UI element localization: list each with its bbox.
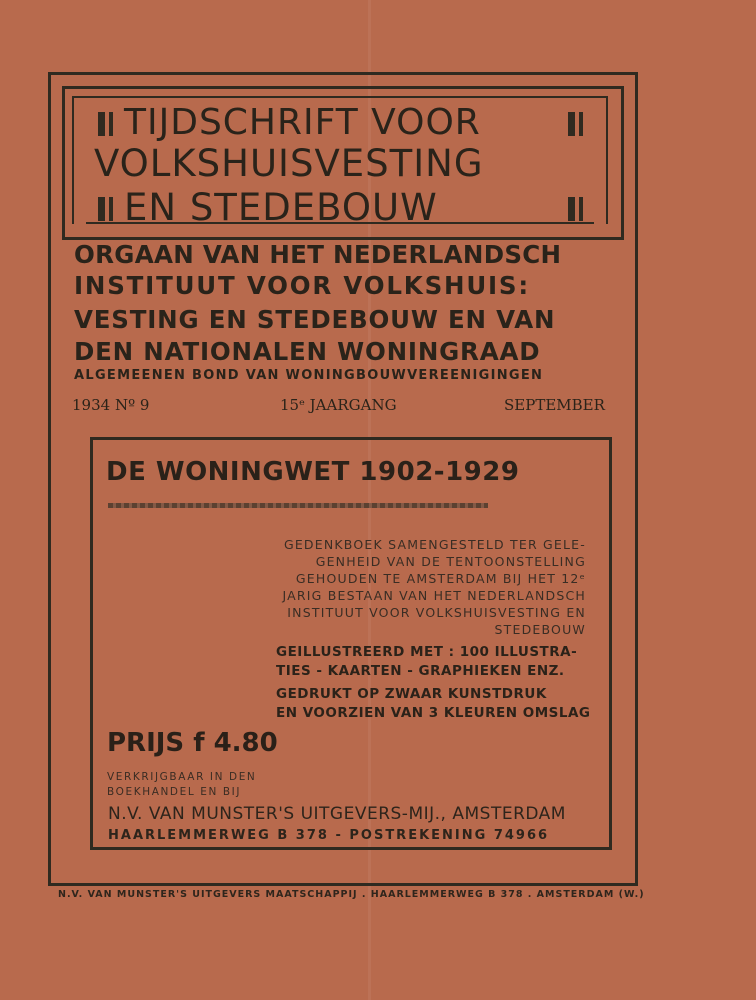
issue-number: 1934 Nº 9 — [72, 396, 150, 414]
price: PRIJS f 4.80 — [107, 728, 278, 758]
subtitle-line-1: ORGAAN VAN HET NEDERLANDSCH — [74, 240, 562, 269]
ad-description-line: INSTITUUT VOOR VOLKSHUISVESTING EN — [287, 605, 586, 620]
ad-illustrated-line: TIES - KAARTEN - GRAPHIEKEN ENZ. — [276, 663, 565, 679]
subtitle-line-3: VESTING EN STEDEBOUW EN VAN — [74, 305, 556, 334]
ad-title: DE WONINGWET 1902-1929 — [106, 457, 520, 487]
publisher: N.V. VAN MUNSTER'S UITGEVERS-MIJ., AMSTERDAM — [108, 804, 566, 824]
ornament-bar — [98, 112, 105, 136]
ornament-bar — [109, 112, 113, 136]
ad-description-line: GEDENKBOEK SAMENGESTELD TER GELE- — [283, 537, 586, 552]
title-line-1: TIJDSCHRIFT VOOR — [124, 102, 481, 143]
footer: N.V. VAN MUNSTER'S UITGEVERS MAATSCHAPPIJ . HAARLEMMERWEG B 378 . AMSTERDAM (W.) — [58, 889, 645, 900]
subtitle-line-5: ALGEMEENEN BOND VAN WONINGBOUWVEREENIGINGEN — [74, 368, 544, 383]
ornament-bar — [579, 197, 583, 221]
subtitle-line-4: DEN NATIONALEN WONINGRAAD — [74, 337, 541, 366]
availability-line: BOEKHANDEL EN BIJ — [107, 786, 242, 798]
title-underline — [108, 503, 488, 508]
ad-description-line: JARIG BESTAAN VAN HET NEDERLANDSCH — [282, 588, 586, 603]
frame-ornament — [72, 96, 608, 98]
ad-description-line: STEDEBOUW — [494, 622, 586, 637]
ad-illustrated-line: GEILLUSTREERD MET : 100 ILLUSTRA- — [276, 644, 578, 660]
ad-description-line: GEHOUDEN TE AMSTERDAM BIJ HET 12ᵉ — [295, 571, 586, 586]
issue-month: SEPTEMBER — [504, 396, 605, 414]
ornament-bar — [568, 197, 575, 221]
availability-line: VERKRIJGBAAR IN DEN — [107, 771, 257, 783]
ornament-bar — [579, 112, 583, 136]
ornament-bar — [109, 197, 113, 221]
frame-ornament — [606, 96, 608, 224]
title-line-3: EN STEDEBOUW — [124, 186, 438, 229]
ornament-bar — [98, 197, 105, 221]
frame-ornament — [72, 96, 74, 224]
title-line-2: VOLKSHUISVESTING — [94, 142, 484, 185]
ad-illustrated-line: GEDRUKT OP ZWAAR KUNSTDRUK — [276, 686, 547, 702]
ornament-bar — [568, 112, 575, 136]
ad-illustrated-line: EN VOORZIEN VAN 3 KLEUREN OMSLAG — [276, 705, 591, 721]
publisher-address: HAARLEMMERWEG B 378 - POSTREKENING 74966 — [108, 828, 550, 843]
ad-description-line: GENHEID VAN DE TENTOONSTELLING — [315, 554, 586, 569]
volume-year: 15ᵉ JAARGANG — [280, 396, 397, 414]
subtitle-line-2: INSTITUUT VOOR VOLKSHUIS: — [74, 271, 530, 300]
